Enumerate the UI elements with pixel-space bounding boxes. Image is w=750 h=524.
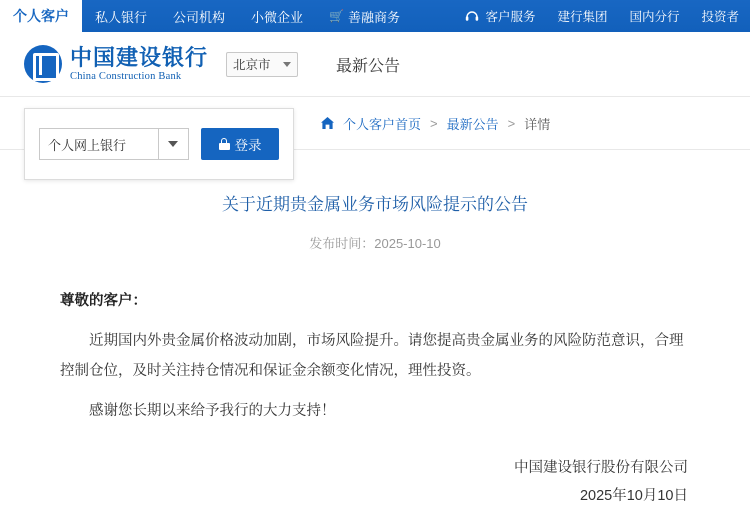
article-title: 关于近期贵金属业务市场风险提示的公告 — [222, 195, 528, 214]
chevron-down-icon — [168, 141, 178, 147]
ccb-logo-icon — [24, 45, 62, 83]
article-paragraph: 感谢您长期以来给予我行的大力支持！ — [89, 403, 336, 419]
top-navigation-bar — [0, 0, 750, 32]
topnav-label: 善融商务 — [348, 9, 401, 25]
article-date-value: 2025-10-10 — [374, 236, 441, 251]
login-channel-dropdown-button[interactable] — [158, 128, 189, 160]
breadcrumb-item-home[interactable]: 个人客户首页 — [343, 116, 422, 132]
topnav-label: 国内分行 — [629, 10, 680, 24]
article-signature — [60, 454, 690, 510]
lock-icon — [219, 138, 230, 150]
article-date-label: 发布时间： — [309, 236, 375, 251]
topnav-item-ccb-group[interactable] — [546, 0, 618, 32]
topnav-item-corporate[interactable] — [160, 0, 238, 32]
logo-text-en: China Construction Bank — [70, 70, 182, 82]
article-salutation: 尊敬的客户： — [60, 293, 147, 309]
signature-date: 2025年10月10日 — [579, 488, 688, 504]
topnav-item-private-banking[interactable] — [82, 0, 160, 32]
topnav-label: 投资者 — [701, 10, 739, 24]
signature-organization: 中国建设银行股份有限公司 — [514, 460, 688, 476]
topnav-item-domestic-branches[interactable] — [618, 0, 690, 32]
breadcrumb-item-announcements[interactable]: 最新公告 — [446, 116, 499, 132]
login-button[interactable] — [201, 128, 279, 160]
breadcrumb — [320, 114, 550, 133]
topnav-item-investor[interactable] — [690, 0, 750, 32]
topnav-left-group — [0, 0, 413, 32]
city-selector-value: 北京市 — [233, 58, 271, 72]
page-title: 最新公告 — [336, 57, 401, 75]
topnav-label: 小微企业 — [251, 9, 304, 25]
active-tab-arrow-icon — [29, 32, 43, 40]
article-paragraph: 近期国内外贵金属价格波动加剧，市场风险提升。请您提高贵金属业务的风险防范意识，合理控制仓位，及时关注持仓情况和保证金余额变化情况，理性投资。 — [60, 333, 684, 379]
login-button-label: 登录 — [234, 138, 262, 153]
login-panel — [24, 108, 294, 180]
city-selector[interactable] — [226, 52, 298, 77]
login-channel-value: 个人网上银行 — [48, 137, 127, 153]
cart-icon: 🛒 — [329, 9, 344, 23]
topnav-item-customer-service[interactable] — [453, 0, 546, 32]
topnav-label: 客户服务 — [485, 10, 536, 24]
ccb-logo[interactable] — [24, 45, 208, 83]
home-icon — [320, 116, 335, 130]
site-header — [0, 32, 750, 96]
logo-text-cn: 中国建设银行 — [70, 45, 209, 71]
article-publish-date — [60, 233, 690, 252]
logo-text-block — [70, 46, 208, 81]
chevron-down-icon — [283, 62, 291, 67]
topnav-label: 建行集团 — [557, 10, 608, 24]
topnav-item-personal[interactable] — [0, 0, 82, 32]
topnav-item-shanrong-mall[interactable] — [316, 0, 413, 32]
breadcrumb-item-detail: 详情 — [524, 116, 551, 132]
login-channel-select[interactable] — [39, 128, 158, 160]
topnav-label: 公司机构 — [173, 9, 226, 25]
topnav-right-group — [453, 0, 750, 32]
announcement-article — [0, 190, 750, 510]
breadcrumb-separator: > — [430, 115, 438, 131]
breadcrumb-separator: > — [507, 115, 516, 131]
topnav-label: 私人银行 — [95, 9, 148, 25]
topnav-item-small-business[interactable] — [238, 0, 316, 32]
article-body — [60, 286, 690, 426]
headset-icon — [464, 8, 480, 24]
topnav-label: 个人客户 — [13, 8, 69, 24]
